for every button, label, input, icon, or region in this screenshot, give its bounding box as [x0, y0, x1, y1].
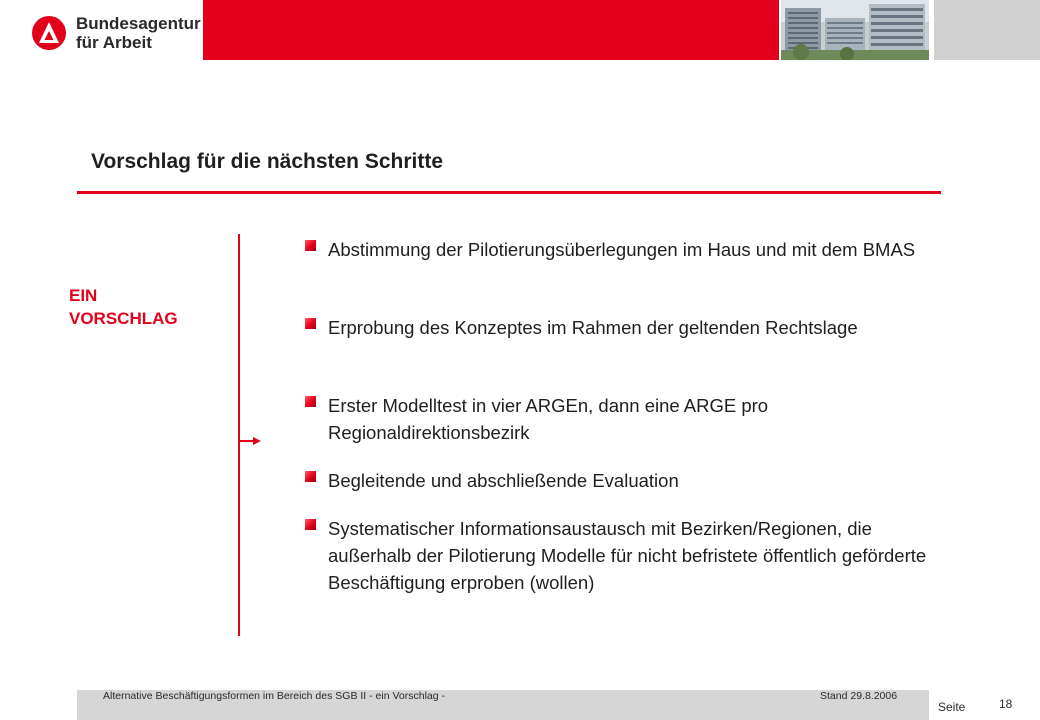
- side-label: [69, 284, 178, 330]
- bullet-text: Begleitende und abschließende Evaluation: [328, 470, 679, 491]
- footer-text: Alternative Beschäftigungsformen im Bereich des SGB II - ein Vorschlag -: [103, 690, 445, 702]
- side-label-line-2: VORSCHLAG: [69, 309, 178, 328]
- list-item: [305, 314, 958, 341]
- list-item: [305, 392, 958, 446]
- bullet-text: Systematischer Informationsaustausch mit Bezirken/Regionen, die außerhalb der Pilotierung Modelle für nicht befristete öffentlich geförderte Beschäftigung erproben (wollen): [328, 518, 927, 593]
- bullet-square-icon: [305, 471, 316, 482]
- bullet-square-icon: [305, 318, 316, 329]
- list-item: [305, 236, 958, 263]
- title-underline: [77, 191, 941, 194]
- list-item: [305, 515, 958, 596]
- bracket-arrow-icon: [230, 234, 270, 636]
- bullet-text: Erster Modelltest in vier ARGEn, dann eine ARGE pro Regionaldirektionsbezirk: [328, 395, 769, 443]
- bullet-square-icon: [305, 240, 316, 251]
- footer-date: Stand 29.8.2006: [820, 690, 898, 702]
- bullet-square-icon: [305, 396, 316, 407]
- logo-line-1: Bundesagentur: [76, 14, 201, 33]
- header-red-band: [203, 0, 779, 60]
- logo-line-2: für Arbeit: [76, 33, 152, 52]
- building-photo: [781, 0, 929, 60]
- page-number: 18: [999, 697, 1013, 711]
- agency-logo-icon: [32, 16, 66, 50]
- list-item: [305, 467, 958, 494]
- page-label: Seite: [938, 700, 966, 714]
- logo: [0, 0, 203, 60]
- bullet-square-icon: [305, 519, 316, 530]
- slide-title: Vorschlag für die nächsten Schritte: [91, 150, 444, 173]
- bullet-text: Erprobung des Konzeptes im Rahmen der geltenden Rechtslage: [328, 317, 858, 338]
- logo-text: [76, 14, 201, 52]
- bullet-text: Abstimmung der Pilotierungsüberlegungen im Haus und mit dem BMAS: [328, 239, 916, 260]
- header-grey-block: [934, 0, 1040, 60]
- side-label-line-1: EIN: [69, 286, 98, 305]
